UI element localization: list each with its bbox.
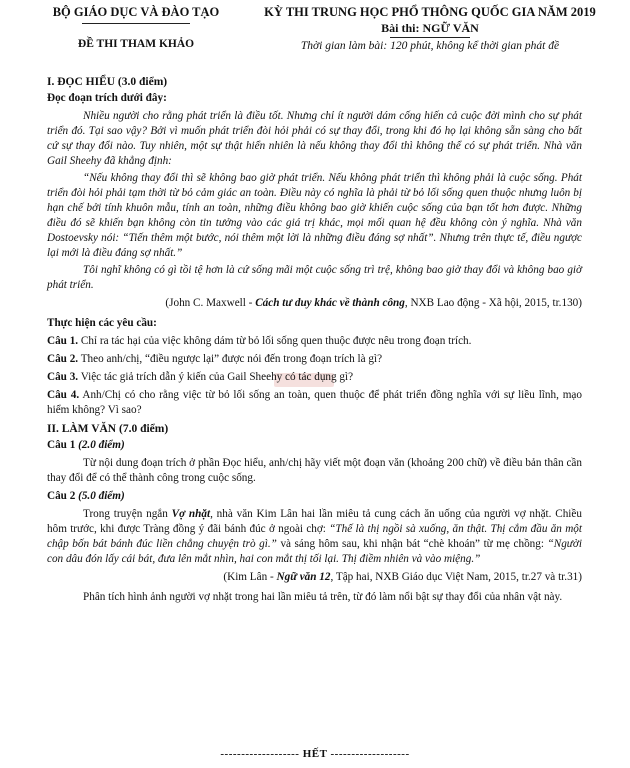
ministry-name: BỘ GIÁO DỤC VÀ ĐÀO TẠO [52, 5, 220, 19]
question-3 [47, 370, 582, 385]
question-2 [47, 352, 582, 367]
passage-quote: “Nếu không thay đổi thì sẽ không bao giờ phát triển. Nếu không phát triển thì không phải là cuộc sống. Phát triển đòi hỏi phải tạm thời từ bỏ cảm giác an toàn. Điều này có nghĩa là phải từ bỏ lối sống quen thuộc nhưng luôn bị hạn chế bởi tính khuôn mẫu, tính an toàn, những điều không bao giờ khiến cuộc sống của bạn tốt hơn được. Những điều đó sẽ khiến bạn không còn tin tưởng vào các giá trị khác, mọi mối quan hệ đều không còn ý nghĩa. Nhà văn Dostoevsky nói: “Tiến thêm một bước, nói thêm một lời là những điều đáng sợ nhất”. Nhưng trên thực tế, điều ngược lại mới là điều đáng sợ nhất.” [47, 172, 582, 259]
question-label: Câu 1. [47, 335, 79, 347]
question-1 [47, 334, 582, 349]
passage-source [47, 296, 582, 311]
q2-label: Câu 2 [47, 490, 76, 502]
q1-points: (2.0 điểm) [78, 439, 125, 451]
question-label: Câu 3. [47, 371, 79, 383]
question-text: Việc tác giả trích dẫn ý kiến của Gail Sheehy có tác dụng gì? [80, 371, 354, 383]
question-label: Câu 4. [47, 389, 80, 401]
part2-title: II. LÀM VĂN (7.0 điểm) [47, 423, 169, 435]
question-text: Anh/Chị có cho rằng việc từ bỏ lối sống an toàn, quen thuộc để phát triển đồng nghĩa với sự liều lĩnh, mạo hiểm không? Vì sao? [47, 389, 582, 416]
header-right [244, 4, 616, 54]
question-text: Theo anh/chị, “điều ngược lại” được nói đến trong đoạn trích là gì? [80, 353, 383, 365]
essay-question-2-heading [47, 489, 582, 504]
q1-label: Câu 1 [47, 439, 76, 451]
q2-text-b: , nhà văn Kim Lân hai lần miêu tả cung cách ăn uống của người vợ nhặt. Chiều hôm trước, khi được Tràng đồng ý đãi bánh đúc ở ngoài chợ: [47, 508, 582, 535]
question-text: Chỉ ra tác hại của việc không dám từ bỏ lối sống quen thuộc được nêu trong đoạn trích. [80, 335, 472, 347]
q2-quote-1: “Thế là thị ngồi sà xuống, ăn thật. Thị cắm đầu ăn một chập bốn bát bánh đúc liền chẳng chuyện trò gì.” [47, 523, 582, 550]
q2-quote-2: “Người con dâu đón lấy cái bát, đưa lên mắt nhìn, hai con mắt thị tối lại. Thị điềm nhiên và vào miệng.” [47, 538, 582, 565]
source-book: Cách tư duy khác về thành công [255, 297, 405, 309]
q2-source-a: (Kim Lân - [223, 571, 277, 583]
source-author: (John C. Maxwell - [165, 297, 256, 309]
requirements-heading: Thực hiện các yêu cầu: [47, 317, 157, 329]
q2-source [47, 570, 582, 585]
subject-title: Bài thi: NGỮ VĂN [381, 21, 479, 35]
part1-title: I. ĐỌC HIỂU (3.0 điểm) [47, 76, 168, 88]
header-divider-left [82, 23, 190, 24]
exam-type: ĐỀ THI THAM KHẢO [77, 38, 195, 50]
q2-text-c: và sáng hôm sau, khi nhận bát “chè khoán” từ mẹ chồng: [276, 538, 548, 550]
reading-instruction: Đọc đoạn trích dưới đây: [47, 92, 167, 104]
essay-question-1-heading [47, 438, 582, 453]
q2-source-book: Ngữ văn 12 [276, 571, 331, 583]
q2-points: (5.0 điểm) [78, 490, 125, 502]
question-label: Câu 2. [47, 353, 79, 365]
exam-body [47, 72, 582, 605]
essay-question-1-text: Từ nội dung đoạn trích ở phần Đọc hiểu, anh/chị hãy viết một đoạn văn (khoảng 200 chữ) về điều bản thân cần thay đổi để có thể thành công trong cuộc sống. [47, 457, 582, 484]
end-marker: ------------------- HẾT ------------------- [220, 748, 410, 760]
header-divider-right [390, 37, 470, 38]
contest-title: KỲ THI TRUNG HỌC PHỔ THÔNG QUỐC GIA NĂM 2019 [264, 5, 596, 19]
passage-paragraph-3: Tôi nghĩ không có gì tồi tệ hơn là cứ sống mãi một cuộc sống trì trệ, không bao giờ thay đổi và không bao giờ phát triển. [47, 264, 582, 291]
passage-paragraph-1: Nhiều người cho rằng phát triển là điều tốt. Nhưng chỉ ít người dám cống hiến cả cuộc đời mình cho sự phát triển đó. Tại sao vậy? Bởi vì muốn phát triển đòi hỏi phải có sự thay đổi, trong khi đó họ lại không sẵn sàng cho bất cứ sự thay đổi nào. Tuy nhiên, một sự thật hiển nhiên là nếu không thay đổi thì không thể có sự phát triển. Nhà văn Gail Sheehy đã khẳng định: [47, 110, 582, 167]
q2-work-title: Vợ nhặt [171, 508, 211, 520]
essay-question-2-text [47, 507, 582, 567]
q2-text-a: Trong truyện ngắn [83, 508, 172, 520]
header-left [36, 4, 236, 52]
time-limit: Thời gian làm bài: 120 phút, không kể thời gian phát đề [300, 40, 560, 52]
source-rest: , NXB Lao động - Xã hội, 2015, tr.130) [404, 297, 582, 309]
essay-question-2-task: Phân tích hình ảnh người vợ nhặt trong hai lần miêu tả trên, từ đó làm nổi bật sự thay đổi của nhân vật này. [83, 591, 563, 603]
question-4 [47, 388, 582, 418]
q2-source-b: , Tập hai, NXB Giáo dục Việt Nam, 2015, tr.27 và tr.31) [330, 571, 582, 583]
